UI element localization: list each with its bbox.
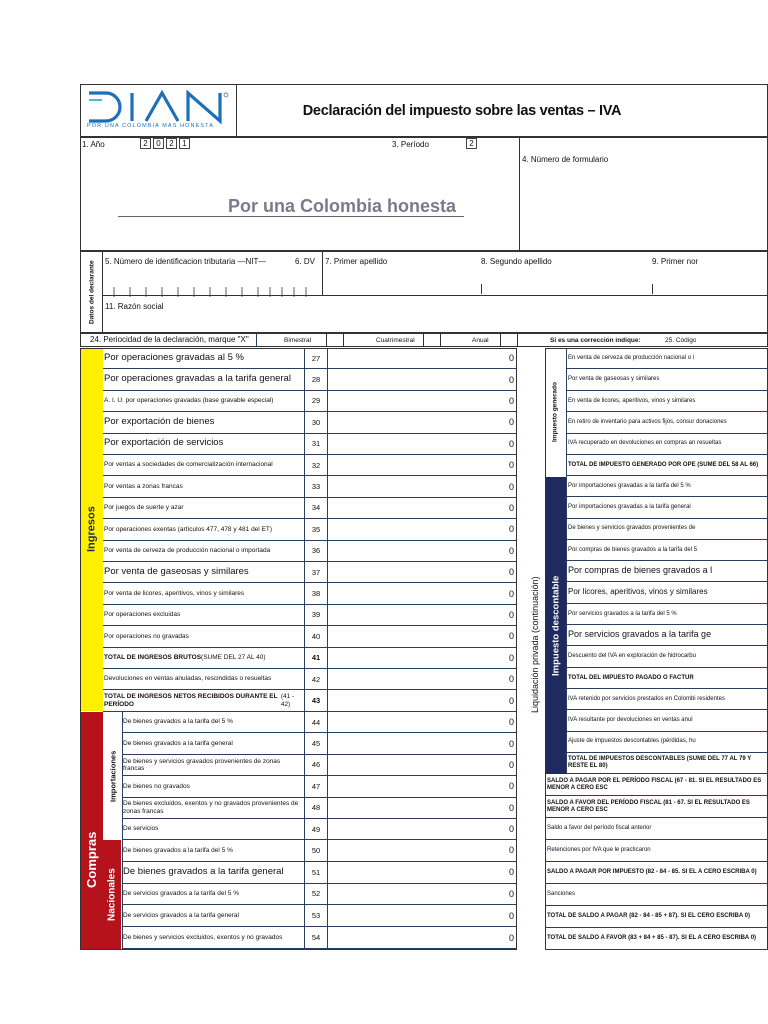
list-item xyxy=(566,646,768,667)
row-number: 48 xyxy=(311,803,321,813)
list-item-label: Retenciones por IVA que le practicaron xyxy=(547,847,651,854)
row-value-input[interactable]: 0 xyxy=(508,717,514,728)
row-number: 53 xyxy=(311,911,321,921)
anio-digit-1[interactable]: 2 xyxy=(140,138,151,149)
bimestral-checkbox[interactable] xyxy=(326,333,344,347)
table-row xyxy=(103,476,517,497)
row-label xyxy=(104,412,302,432)
row-value-input[interactable]: 0 xyxy=(508,652,514,663)
table-row xyxy=(103,369,517,390)
anio-label: 1. Año xyxy=(82,140,105,149)
row-value-input[interactable]: 0 xyxy=(508,674,514,685)
table-row xyxy=(103,626,517,647)
row-value-input[interactable]: 0 xyxy=(508,759,514,770)
row-value-input[interactable]: 0 xyxy=(508,545,514,556)
row-label-text: Por ventas a sociedades de comercialización internacional xyxy=(104,461,273,469)
logo-tagline: POR UNA COLOMBIA MÁS HONESTA xyxy=(87,123,214,129)
list-item-label: Descuento del IVA en exploración de hidrocarbu xyxy=(568,653,696,660)
list-item-label: IVA recuperado en devoluciones en compras an resueltas xyxy=(568,440,722,447)
row-label-text: Por operaciones exentas (artículos 477, 478 y 481 del ET) xyxy=(104,525,273,533)
nit-label: 5. Número de identificacion tributaria —NIT— xyxy=(105,257,267,266)
list-item xyxy=(566,604,768,625)
dv-label: 6. DV xyxy=(295,257,316,266)
row-label-suffix: (41 - 42) xyxy=(280,693,295,708)
list-item xyxy=(545,884,768,906)
row-label xyxy=(104,455,302,475)
row-label-text: De bienes gravados a la tarifa general xyxy=(123,739,233,747)
row-label-text: De bienes no gravados xyxy=(123,782,190,790)
importaciones-label: Importaciones xyxy=(108,750,118,802)
table-row xyxy=(103,669,517,690)
list-item xyxy=(545,840,768,862)
list-item xyxy=(566,689,768,710)
row-number: 33 xyxy=(311,482,321,492)
row-number: 27 xyxy=(311,353,321,363)
row-label-text: A. I. U. por operaciones gravadas (base gravable especial) xyxy=(104,397,274,405)
list-item xyxy=(566,434,768,455)
row-value-input[interactable]: 0 xyxy=(508,867,514,878)
codigo-label: 25. Código xyxy=(665,337,697,344)
row-value-input[interactable]: 0 xyxy=(508,631,514,642)
row-label-text: De servicios gravados a la tarifa del 5 % xyxy=(123,890,239,898)
list-item xyxy=(566,412,768,433)
table-row xyxy=(122,819,517,840)
row-number: 42 xyxy=(311,674,321,684)
table-row xyxy=(122,840,517,862)
row-label xyxy=(123,884,303,905)
list-item-label: Por venta de gaseosas y similares xyxy=(568,376,660,383)
bimestral-label: Bimestral xyxy=(284,337,312,344)
segundo-apellido-label: 8. Segundo apellido xyxy=(481,257,552,266)
list-item xyxy=(566,348,768,369)
table-row xyxy=(103,519,517,540)
row-number: 31 xyxy=(311,439,321,449)
list-item-label: Por importaciones gravadas a la tarifa general xyxy=(568,504,691,511)
row-value-input[interactable]: 0 xyxy=(508,845,514,856)
row-label xyxy=(104,498,302,518)
list-item xyxy=(566,732,768,753)
anual-checkbox[interactable] xyxy=(500,333,518,347)
row-label xyxy=(123,862,303,883)
row-number: 47 xyxy=(311,781,321,791)
row-label-text: Devoluciones en ventas anuladas, rescindidas o resueltas xyxy=(104,675,272,683)
table-row xyxy=(103,605,517,626)
row-label xyxy=(123,755,303,775)
row-value-input[interactable]: 0 xyxy=(508,524,514,535)
list-item xyxy=(566,753,768,774)
correccion-label: Si es una corrección indique: xyxy=(550,337,641,344)
row-number: 54 xyxy=(311,933,321,943)
row-label-text: De bienes y servicios gravados provenientes de zonas francas xyxy=(123,757,281,772)
list-item xyxy=(566,519,768,540)
table-row xyxy=(122,927,517,949)
row-label-text: Por venta de cerveza de producción nacional o importada xyxy=(104,547,271,555)
row-value-input[interactable]: 0 xyxy=(508,738,514,749)
row-number: 38 xyxy=(311,589,321,599)
row-value-input[interactable]: 0 xyxy=(508,888,514,899)
table-row xyxy=(122,712,517,733)
row-label xyxy=(123,927,303,948)
row-number: 43 xyxy=(311,696,321,706)
row-number: 50 xyxy=(311,845,321,855)
nit-input[interactable] xyxy=(110,284,310,294)
row-number: 29 xyxy=(311,396,321,406)
row-label xyxy=(104,348,302,368)
anual-label: Anual xyxy=(472,337,489,344)
list-item-label: Sanciones xyxy=(547,891,576,898)
list-item xyxy=(566,668,768,689)
form-title: Declaración del impuesto sobre las ventas – IVA xyxy=(302,103,622,119)
list-item xyxy=(566,455,768,476)
list-item-label: En venta de cerveza de producción nacional o i xyxy=(568,354,695,361)
row-value-input[interactable]: 0 xyxy=(508,802,514,813)
list-item xyxy=(566,583,768,604)
row-label xyxy=(104,583,302,603)
anio-digit-4[interactable]: 1 xyxy=(179,138,190,149)
cuatrimestral-label: Cuatrimestral xyxy=(376,337,415,344)
row-number: 28 xyxy=(311,375,321,385)
row-value-input[interactable]: 0 xyxy=(508,374,514,385)
list-item-label: Ajuste de impuestos descontables (pérdidas, hu xyxy=(568,738,696,745)
row-value-input[interactable]: 0 xyxy=(508,824,514,835)
row-label xyxy=(123,840,303,861)
row-label-text: Por venta de gaseosas y similares xyxy=(104,565,249,577)
row-label-text: TOTAL DE INGRESOS NETOS RECIBIDOS DURANTE EL PERÍODO xyxy=(104,693,278,708)
row-value-input[interactable]: 0 xyxy=(508,353,514,364)
table-row xyxy=(122,755,517,776)
row-label xyxy=(104,690,302,710)
row-label-text: De bienes gravados a la tarifa general xyxy=(123,865,284,877)
row-label xyxy=(123,712,303,732)
row-label-text: Por ventas a zonas francas xyxy=(104,482,183,490)
nacionales-label: Nacionales xyxy=(103,840,121,950)
row-number: 40 xyxy=(311,631,321,641)
list-item-label: En retiro de inventario para activos fijos, consur donaciones xyxy=(568,419,727,426)
ingresos-label: Ingresos xyxy=(85,506,98,553)
dian-logo xyxy=(86,90,232,132)
row-label-text: Por exportación de bienes xyxy=(104,415,215,427)
row-number: 32 xyxy=(311,460,321,470)
table-row xyxy=(103,541,517,562)
table-row xyxy=(122,862,517,884)
row-label xyxy=(104,562,302,582)
table-row xyxy=(122,776,517,797)
table-row xyxy=(103,583,517,604)
row-value-input[interactable]: 0 xyxy=(508,502,514,513)
formulario-label: 4. Número de formulario xyxy=(522,155,609,164)
list-item-label: SALDO A PAGAR POR EL PERÍODO FISCAL (67 - 81. SI EL RESULTADO ES MENOR A CERO ESC xyxy=(547,777,762,791)
table-row xyxy=(103,562,517,583)
row-label-suffix: (SUME DEL 27 AL 40) xyxy=(201,654,266,662)
row-label xyxy=(104,648,302,668)
row-label xyxy=(104,476,302,496)
list-item-label: SALDO A FAVOR DEL PERÍODO FISCAL (81 - 67. SI EL RESULTADO ES MENOR A CERO ESC xyxy=(547,799,750,813)
liquidacion-label: Liquidación privada (continuación) xyxy=(530,576,540,714)
row-label xyxy=(123,819,303,839)
row-label xyxy=(104,605,302,625)
row-label-text: De bienes gravados a la tarifa del 5 % xyxy=(123,718,233,726)
row-label xyxy=(104,369,302,389)
list-item xyxy=(566,561,768,582)
list-item xyxy=(566,625,768,646)
primer-nombre-label: 9. Primer nor xyxy=(652,257,699,266)
cuatrimestral-checkbox[interactable] xyxy=(423,333,441,347)
periodo-label: 3. Período xyxy=(392,140,429,149)
row-value-input[interactable]: 0 xyxy=(508,588,514,599)
row-number: 46 xyxy=(311,760,321,770)
row-label xyxy=(104,391,302,411)
row-label xyxy=(104,541,302,561)
row-label-text: Por venta de licores, aperitivos, vinos y similares xyxy=(104,589,245,597)
razon-social-label: 11. Razón social xyxy=(105,302,164,311)
list-item-label: Por servicios gravados a la tarifa del 5 % xyxy=(568,610,677,617)
list-item xyxy=(566,710,768,731)
row-number: 35 xyxy=(311,524,321,534)
list-item-label: SALDO A PAGAR POR IMPUESTO (82 - 84 - 85. SI EL A CERO ESCRIBA 0) xyxy=(547,869,757,876)
list-item xyxy=(566,476,768,497)
list-item-label: TOTAL DE IMPUESTOS DESCONTABLES (SUME DEL 77 AL 79 Y RESTE EL 80) xyxy=(568,756,752,770)
row-number: 39 xyxy=(311,610,321,620)
row-number: 52 xyxy=(311,889,321,899)
list-item-label: TOTAL DE SALDO A FAVOR (83 + 84 + 85 - 87). SI EL A CERO ESCRIBA 0) xyxy=(547,935,757,942)
list-item xyxy=(545,862,768,884)
row-number: 34 xyxy=(311,503,321,513)
row-number: 36 xyxy=(311,546,321,556)
list-item-label: TOTAL DE IMPUESTO GENERADO POR OPE (SUME DEL 58 AL 66) xyxy=(568,461,759,468)
row-number: 51 xyxy=(311,867,321,877)
list-item xyxy=(545,818,768,840)
row-number: 49 xyxy=(311,824,321,834)
list-item-label: De bienes y servicios gravados provenientes de xyxy=(568,525,696,532)
row-label-text: De bienes y servicios excluidos, exentos y no gravados xyxy=(123,933,283,941)
row-value-input[interactable]: 0 xyxy=(508,932,514,943)
row-value-input[interactable]: 0 xyxy=(508,438,514,449)
list-item xyxy=(545,774,768,796)
periodicidad-label: 24. Periocidad de la declaración, marque "X" xyxy=(90,335,249,344)
list-item-label: Por licores, aperitivos, vinos y similares xyxy=(568,587,708,597)
row-label xyxy=(104,626,302,646)
row-label-text: Por operaciones gravadas al 5 % xyxy=(104,351,244,363)
row-value-input[interactable]: 0 xyxy=(508,481,514,492)
table-row xyxy=(103,434,517,455)
table-row xyxy=(122,884,517,906)
row-number: 44 xyxy=(311,717,321,727)
row-number: 37 xyxy=(311,567,321,577)
list-item xyxy=(545,906,768,928)
list-item-label: Por compras de bienes gravados a l xyxy=(568,565,713,576)
list-item-label: Por compras de bienes gravados a la tarifa del 5 xyxy=(568,546,698,553)
list-item-label: En venta de licores, aperitivos, vinos y similares xyxy=(568,397,696,404)
list-item-label: TOTAL DEL IMPUESTO PAGADO O FACTUR xyxy=(568,674,694,681)
datos-declarante-label: Datos del declarante xyxy=(88,260,96,324)
row-label-text: Por operaciones gravadas a la tarifa general xyxy=(104,373,291,385)
impuesto-generado-label: Impuesto generado xyxy=(551,382,559,442)
row-label xyxy=(104,434,302,454)
row-label xyxy=(104,519,302,539)
row-label-text: Por operaciones excluidas xyxy=(104,611,181,619)
anio-digit-2[interactable]: 0 xyxy=(153,138,164,149)
row-number: 30 xyxy=(311,417,321,427)
compras-label: Compras xyxy=(84,831,99,889)
list-item xyxy=(545,796,768,818)
list-item-label: IVA retenido por servicios prestados en Colombi residentes xyxy=(568,695,725,702)
row-label-text: Por operaciones no gravadas xyxy=(104,632,189,640)
row-value-input[interactable]: 0 xyxy=(508,609,514,620)
table-row xyxy=(103,348,517,369)
row-label-text: Por exportación de servicios xyxy=(104,437,224,449)
list-item-label: Por servicios gravados a la tarifa ge xyxy=(568,629,712,640)
list-item xyxy=(545,928,768,950)
list-item-label: TOTAL DE SALDO A PAGAR (82 - 84 - 85 + 87). SI EL CERO ESCRIBA 0) xyxy=(547,913,750,920)
row-label-text: De bienes gravados a la tarifa del 5 % xyxy=(123,846,233,854)
row-label xyxy=(123,798,303,818)
row-label-text: TOTAL DE INGRESOS BRUTOS xyxy=(104,654,202,662)
list-item-label: IVA resultante por devoluciones en ventas anul xyxy=(568,717,693,724)
table-row xyxy=(103,648,517,669)
list-item-label: Por importaciones gravadas a la tarifa del 5 % xyxy=(568,482,691,489)
row-label xyxy=(123,905,303,926)
watermark-text: Por una Colombia honesta xyxy=(228,196,457,216)
row-label-text: De servicios xyxy=(123,825,159,833)
list-item-label: Saldo a favor del período fiscal anterior xyxy=(547,825,652,832)
table-row xyxy=(122,798,517,819)
table-row xyxy=(103,412,517,433)
row-number: 41 xyxy=(311,653,321,663)
row-value-input[interactable]: 0 xyxy=(508,695,514,706)
row-value-input[interactable]: 0 xyxy=(508,417,514,428)
table-row xyxy=(103,391,517,412)
row-label xyxy=(104,669,302,689)
row-value-input[interactable]: 0 xyxy=(508,395,514,406)
row-value-input[interactable]: 0 xyxy=(508,567,514,578)
row-label-text: De bienes excluidos, exentos y no gravados provenientes de zonas francas xyxy=(123,800,299,815)
list-item xyxy=(566,497,768,518)
row-label xyxy=(123,776,303,796)
table-row xyxy=(122,905,517,927)
impuesto-descontable-label: Impuesto descontable xyxy=(550,575,562,676)
row-label-text: Por juegos de suerte y azar xyxy=(104,504,184,512)
list-item xyxy=(566,540,768,561)
row-label-text: De servicios gravados a la tarifa general xyxy=(123,912,239,920)
row-value-input[interactable]: 0 xyxy=(508,910,514,921)
anio-digit-3[interactable]: 2 xyxy=(166,138,177,149)
table-row xyxy=(103,690,517,711)
list-item xyxy=(566,391,768,412)
primer-apellido-label: 7. Primer apellido xyxy=(325,257,388,266)
row-number: 45 xyxy=(311,739,321,749)
row-value-input[interactable]: 0 xyxy=(508,781,514,792)
row-value-input[interactable]: 0 xyxy=(508,460,514,471)
row-label xyxy=(123,733,303,753)
table-row xyxy=(103,455,517,476)
table-row xyxy=(103,498,517,519)
list-item xyxy=(566,369,768,390)
periodo-value[interactable]: 2 xyxy=(466,138,477,149)
table-row xyxy=(122,733,517,754)
